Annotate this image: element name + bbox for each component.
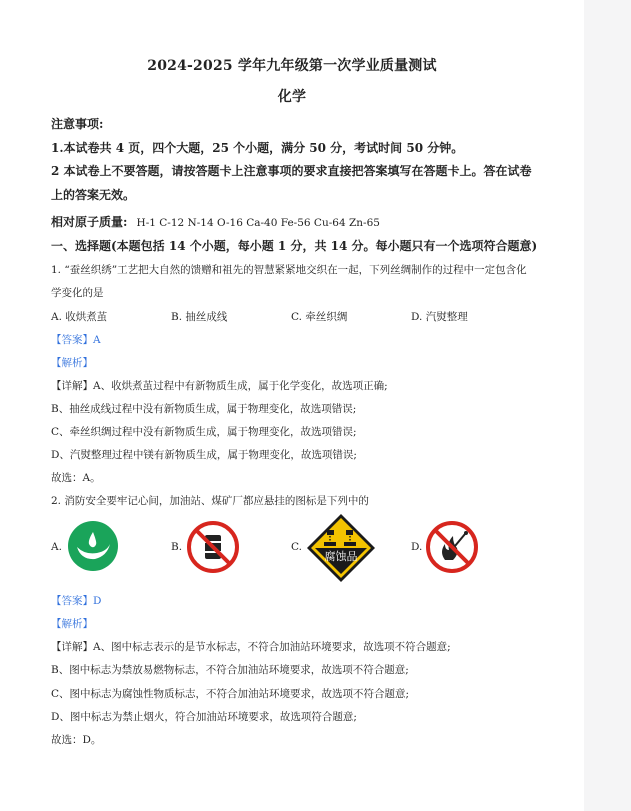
save-water-sign-icon <box>67 520 119 572</box>
q1-answer: 【答案】A <box>51 334 101 346</box>
q1-detail-2: B、抽丝成线过程中没有新物质生成，属于物理变化，故选项错误; <box>51 403 357 415</box>
no-flammable-sign-icon <box>186 520 240 574</box>
q1-detail-5: 故选：A。 <box>51 472 101 484</box>
q2-answer: 【答案】D <box>51 595 102 607</box>
notice-1: 1.本试卷共 4 页，四个大题，25 个小题，满分 50 分，考试时间 50 分钟。 <box>51 141 464 155</box>
q2-detail-3: C、图中标志为腐蚀性物质标志，不符合加油站环境要求，故选项不符合题意; <box>51 688 410 700</box>
q2-analysis: 【解析】 <box>51 618 93 630</box>
q1-option-d: D. 汽熨整理 <box>411 311 468 323</box>
corrosive-sign-icon <box>306 513 376 583</box>
q1-detail-3: C、牵丝织绸过程中没有新物质生成，属于物理变化，故选项错误; <box>51 426 357 438</box>
q1-option-a: A. 收烘煮茧 <box>51 311 108 323</box>
q1-stem-b: 学变化的是 <box>51 287 104 299</box>
notice-2a: 2 本试卷上不要答题，请按答题卡上注意事项的要求直接把答案填写在答题卡上。答在试卷 <box>51 164 532 178</box>
q1-option-b: B. 抽丝成线 <box>171 311 228 323</box>
q1-analysis: 【解析】 <box>51 357 93 369</box>
q2-detail-2: B、图中标志为禁放易燃物标志，不符合加油站环境要求，故选项不符合题意; <box>51 664 409 676</box>
subject-title: 化学 <box>277 89 307 105</box>
viewer-side-gutter[interactable] <box>584 0 631 811</box>
q2-detail-5: 故选：D。 <box>51 734 102 746</box>
q1-stem-a: 1. “蚕丝织绣”工艺把大自然的馈赠和祖先的智慧紧紧地交织在一起，下列丝绸制作的过程中一定包含化 <box>51 264 527 276</box>
q2-stem: 2. 消防安全要牢记心间，加油站、煤矿厂都应悬挂的图标是下列中的 <box>51 495 369 507</box>
q2-label-a: A. <box>51 541 62 553</box>
notice-2b: 上的答案无效。 <box>51 188 136 202</box>
q2-label-d: D. <box>411 541 423 553</box>
q2-detail-4: D、图中标志为禁止烟火，符合加油站环境要求，故选项符合题意; <box>51 711 357 723</box>
atomic-mass-line <box>51 211 380 230</box>
q2-label-c: C. <box>291 541 302 553</box>
page-title: 2024-2025 学年九年级第一次学业质量测试 <box>147 58 437 74</box>
q2-detail-1: 【详解】A、图中标志表示的是节水标志，不符合加油站环境要求，故选项不符合题意; <box>51 641 451 653</box>
q1-detail-1: 【详解】A、收烘煮茧过程中有新物质生成，属于化学变化，故选项正确; <box>51 380 388 392</box>
notice-heading: 注意事项: <box>51 117 104 131</box>
section-1-heading: 一、选择题(本题包括 14 个小题，每小题 1 分，共 14 分。每小题只有一个选项符合题意) <box>51 239 538 253</box>
q1-detail-4: D、汽熨整理过程中镁有新物质生成，属于物理变化，故选项错误; <box>51 449 357 461</box>
atomic-label: 相对原子质量: <box>51 215 128 229</box>
q1-option-c: C. 牵丝织绸 <box>291 311 348 323</box>
atomic-values: H-1 C-12 N-14 O-16 Ca-40 Fe-56 Cu-64 Zn-65 <box>136 217 380 229</box>
no-fire-sign-icon <box>425 520 479 574</box>
corrosive-sign-text: 腐蚀品 <box>324 550 358 563</box>
q2-label-b: B. <box>171 541 183 553</box>
